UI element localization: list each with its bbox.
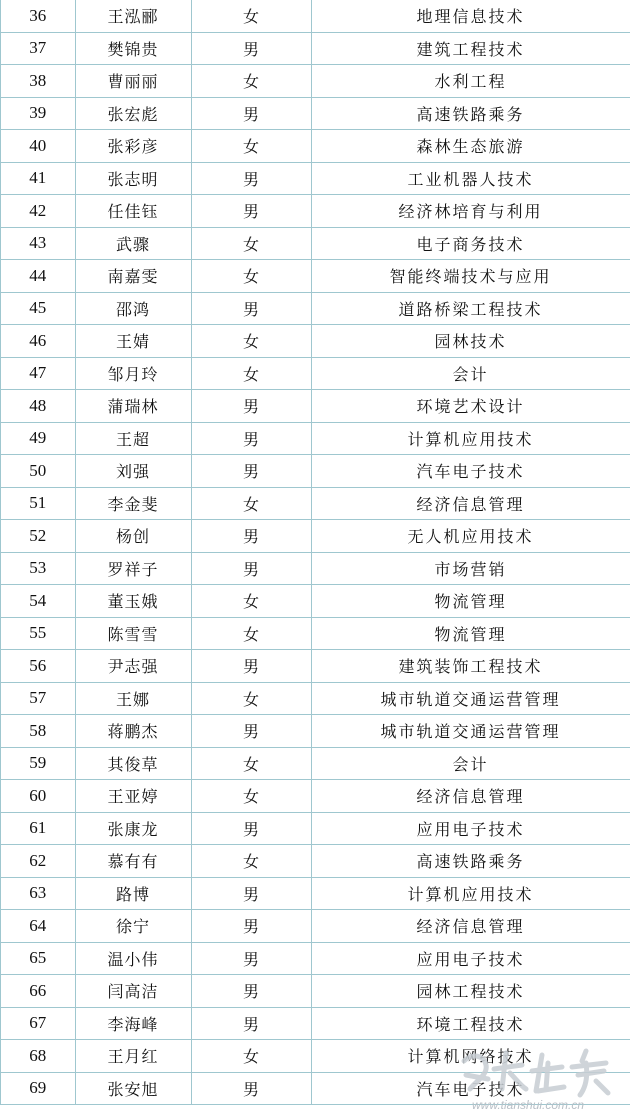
gender-cell: 男	[191, 650, 311, 683]
row-number-cell: 61	[1, 812, 75, 845]
row-number-cell: 37	[1, 32, 75, 65]
table-row	[1, 422, 630, 455]
major-cell: 汽车电子技术	[311, 1072, 630, 1105]
gender-cell: 男	[191, 292, 311, 325]
table-row	[1, 715, 630, 748]
major-cell: 高速铁路乘务	[311, 97, 630, 130]
row-number-cell: 65	[1, 942, 75, 975]
table-row	[1, 780, 630, 813]
name-cell: 樊锦贵	[75, 32, 191, 65]
name-cell: 张志明	[75, 162, 191, 195]
table-row	[1, 162, 630, 195]
gender-cell: 男	[191, 390, 311, 423]
gender-cell: 女	[191, 617, 311, 650]
row-number-cell: 44	[1, 260, 75, 293]
row-number-cell: 41	[1, 162, 75, 195]
major-cell: 建筑装饰工程技术	[311, 650, 630, 683]
gender-cell: 女	[191, 1040, 311, 1073]
row-number-cell: 51	[1, 487, 75, 520]
row-number-cell: 59	[1, 747, 75, 780]
major-cell: 环境工程技术	[311, 1007, 630, 1040]
table-row	[1, 357, 630, 390]
name-cell: 王亚婷	[75, 780, 191, 813]
row-number-cell: 39	[1, 97, 75, 130]
major-cell: 经济信息管理	[311, 487, 630, 520]
gender-cell: 男	[191, 422, 311, 455]
row-number-cell: 60	[1, 780, 75, 813]
major-cell: 应用电子技术	[311, 812, 630, 845]
name-cell: 王泓郦	[75, 0, 191, 32]
name-cell: 其俊草	[75, 747, 191, 780]
major-cell: 计算机应用技术	[311, 877, 630, 910]
gender-cell: 女	[191, 357, 311, 390]
gender-cell: 男	[191, 552, 311, 585]
row-number-cell: 50	[1, 455, 75, 488]
major-cell: 智能终端技术与应用	[311, 260, 630, 293]
name-cell: 王婧	[75, 325, 191, 358]
row-number-cell: 64	[1, 910, 75, 943]
gender-cell: 女	[191, 585, 311, 618]
major-cell: 城市轨道交通运营管理	[311, 682, 630, 715]
table-row	[1, 227, 630, 260]
major-cell: 计算机网络技术	[311, 1040, 630, 1073]
major-cell: 电子商务技术	[311, 227, 630, 260]
gender-cell: 女	[191, 845, 311, 878]
gender-cell: 女	[191, 325, 311, 358]
name-cell: 邹月玲	[75, 357, 191, 390]
row-number-cell: 62	[1, 845, 75, 878]
row-number-cell: 49	[1, 422, 75, 455]
major-cell: 高速铁路乘务	[311, 845, 630, 878]
gender-cell: 女	[191, 487, 311, 520]
table-row	[1, 910, 630, 943]
major-cell: 工业机器人技术	[311, 162, 630, 195]
row-number-cell: 55	[1, 617, 75, 650]
name-cell: 张安旭	[75, 1072, 191, 1105]
table-row	[1, 390, 630, 423]
row-number-cell: 68	[1, 1040, 75, 1073]
gender-cell: 男	[191, 162, 311, 195]
name-cell: 王月红	[75, 1040, 191, 1073]
major-cell: 城市轨道交通运营管理	[311, 715, 630, 748]
row-number-cell: 38	[1, 65, 75, 98]
row-number-cell: 40	[1, 130, 75, 163]
row-number-cell: 66	[1, 975, 75, 1008]
table-row	[1, 292, 630, 325]
row-number-cell: 43	[1, 227, 75, 260]
gender-cell: 男	[191, 910, 311, 943]
major-cell: 环境艺术设计	[311, 390, 630, 423]
gender-cell: 男	[191, 97, 311, 130]
name-cell: 曹丽丽	[75, 65, 191, 98]
name-cell: 闫高洁	[75, 975, 191, 1008]
row-number-cell: 67	[1, 1007, 75, 1040]
roster-table	[1, 0, 630, 1105]
major-cell: 市场营销	[311, 552, 630, 585]
table-row	[1, 650, 630, 683]
table-row	[1, 747, 630, 780]
name-cell: 张宏彪	[75, 97, 191, 130]
name-cell: 蒋鹏杰	[75, 715, 191, 748]
major-cell: 会计	[311, 357, 630, 390]
gender-cell: 男	[191, 942, 311, 975]
major-cell: 道路桥梁工程技术	[311, 292, 630, 325]
gender-cell: 男	[191, 195, 311, 228]
name-cell: 董玉娥	[75, 585, 191, 618]
table-row	[1, 1007, 630, 1040]
major-cell: 建筑工程技术	[311, 32, 630, 65]
name-cell: 路博	[75, 877, 191, 910]
table-row	[1, 845, 630, 878]
row-number-cell: 52	[1, 520, 75, 553]
name-cell: 任佳钰	[75, 195, 191, 228]
row-number-cell: 57	[1, 682, 75, 715]
major-cell: 森林生态旅游	[311, 130, 630, 163]
table-row	[1, 32, 630, 65]
row-number-cell: 56	[1, 650, 75, 683]
name-cell: 张康龙	[75, 812, 191, 845]
table-row	[1, 487, 630, 520]
name-cell: 邵鸿	[75, 292, 191, 325]
name-cell: 慕有有	[75, 845, 191, 878]
major-cell: 汽车电子技术	[311, 455, 630, 488]
gender-cell: 女	[191, 682, 311, 715]
table-row	[1, 1072, 630, 1105]
watermark-url: www.tianshui.com.cn	[472, 1098, 585, 1112]
gender-cell: 女	[191, 260, 311, 293]
major-cell: 经济信息管理	[311, 910, 630, 943]
gender-cell: 女	[191, 0, 311, 32]
table-row	[1, 97, 630, 130]
gender-cell: 男	[191, 877, 311, 910]
row-number-cell: 48	[1, 390, 75, 423]
name-cell: 李金斐	[75, 487, 191, 520]
table-row	[1, 195, 630, 228]
gender-cell: 男	[191, 520, 311, 553]
name-cell: 罗祥子	[75, 552, 191, 585]
gender-cell: 男	[191, 1007, 311, 1040]
major-cell: 物流管理	[311, 617, 630, 650]
name-cell: 王娜	[75, 682, 191, 715]
table-row	[1, 325, 630, 358]
table-row	[1, 0, 630, 32]
row-number-cell: 53	[1, 552, 75, 585]
gender-cell: 女	[191, 780, 311, 813]
table-row	[1, 1040, 630, 1073]
name-cell: 南嘉雯	[75, 260, 191, 293]
row-number-cell: 42	[1, 195, 75, 228]
table-row	[1, 65, 630, 98]
major-cell: 园林工程技术	[311, 975, 630, 1008]
major-cell: 经济信息管理	[311, 780, 630, 813]
row-number-cell: 54	[1, 585, 75, 618]
major-cell: 园林技术	[311, 325, 630, 358]
table-row	[1, 552, 630, 585]
major-cell: 地理信息技术	[311, 0, 630, 32]
table-row	[1, 130, 630, 163]
major-cell: 水利工程	[311, 65, 630, 98]
name-cell: 武骤	[75, 227, 191, 260]
major-cell: 会计	[311, 747, 630, 780]
roster-table-body	[1, 0, 630, 1105]
name-cell: 王超	[75, 422, 191, 455]
table-row	[1, 585, 630, 618]
name-cell: 杨创	[75, 520, 191, 553]
name-cell: 张彩彦	[75, 130, 191, 163]
table-row	[1, 877, 630, 910]
name-cell: 尹志强	[75, 650, 191, 683]
row-number-cell: 45	[1, 292, 75, 325]
table-row	[1, 812, 630, 845]
gender-cell: 男	[191, 455, 311, 488]
major-cell: 计算机应用技术	[311, 422, 630, 455]
table-row	[1, 617, 630, 650]
table-row	[1, 975, 630, 1008]
major-cell: 经济林培育与利用	[311, 195, 630, 228]
row-number-cell: 58	[1, 715, 75, 748]
gender-cell: 男	[191, 32, 311, 65]
row-number-cell: 36	[1, 0, 75, 32]
gender-cell: 女	[191, 65, 311, 98]
gender-cell: 女	[191, 227, 311, 260]
row-number-cell: 63	[1, 877, 75, 910]
name-cell: 蒲瑞林	[75, 390, 191, 423]
major-cell: 应用电子技术	[311, 942, 630, 975]
name-cell: 温小伟	[75, 942, 191, 975]
gender-cell: 女	[191, 130, 311, 163]
table-row	[1, 682, 630, 715]
major-cell: 无人机应用技术	[311, 520, 630, 553]
row-number-cell: 46	[1, 325, 75, 358]
name-cell: 李海峰	[75, 1007, 191, 1040]
name-cell: 徐宁	[75, 910, 191, 943]
gender-cell: 男	[191, 975, 311, 1008]
table-row	[1, 260, 630, 293]
row-number-cell: 47	[1, 357, 75, 390]
gender-cell: 女	[191, 747, 311, 780]
name-cell: 刘强	[75, 455, 191, 488]
name-cell: 陈雪雪	[75, 617, 191, 650]
table-row	[1, 455, 630, 488]
row-number-cell: 69	[1, 1072, 75, 1105]
gender-cell: 男	[191, 715, 311, 748]
major-cell: 物流管理	[311, 585, 630, 618]
gender-cell: 男	[191, 1072, 311, 1105]
gender-cell: 男	[191, 812, 311, 845]
table-row	[1, 942, 630, 975]
table-row	[1, 520, 630, 553]
